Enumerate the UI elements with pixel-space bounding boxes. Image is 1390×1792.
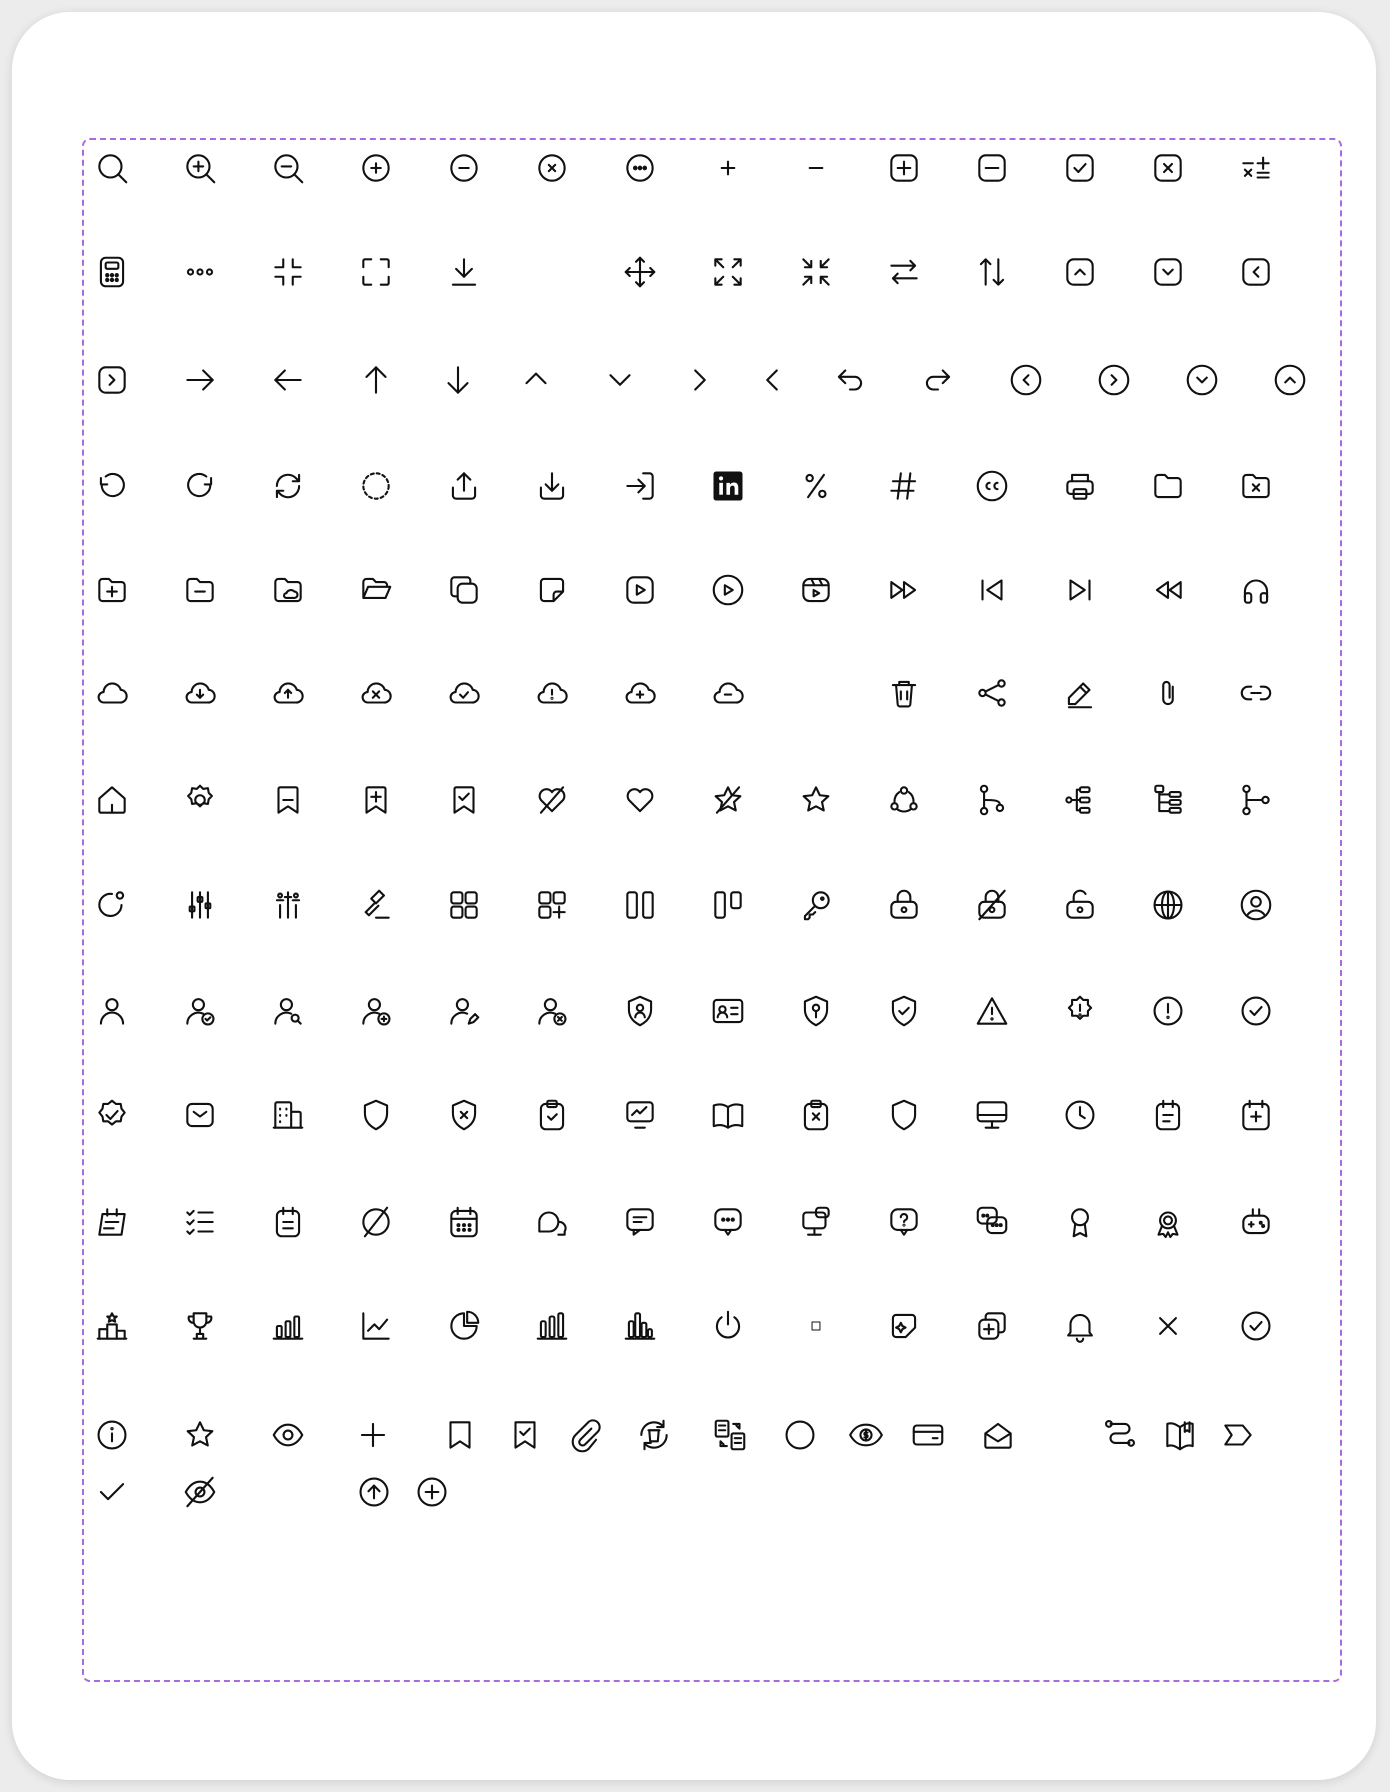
gamepad-icon xyxy=(1237,1203,1275,1241)
zoom-in-icon xyxy=(181,149,219,187)
recycle-bin-refresh-icon xyxy=(635,1416,673,1454)
linkedin-icon xyxy=(709,467,747,505)
chevron-up-square-icon xyxy=(1061,253,1099,291)
chevron-down-icon xyxy=(601,361,639,399)
download-tray-icon xyxy=(533,467,571,505)
kanban-icon xyxy=(709,886,747,924)
folder-x-icon xyxy=(1237,467,1275,505)
unlock-icon xyxy=(1061,886,1099,924)
rotate-cw-icon xyxy=(181,467,219,505)
clock-icon xyxy=(1061,1096,1099,1134)
chevron-left-square-icon xyxy=(1237,253,1275,291)
building-icon xyxy=(269,1096,307,1134)
calendar-note-icon xyxy=(93,1203,131,1241)
check-icon xyxy=(93,1473,131,1511)
money-eye-icon xyxy=(847,1416,885,1454)
monitor-chat-icon xyxy=(797,1203,835,1241)
book-icon xyxy=(1161,1416,1199,1454)
maximize-icon xyxy=(357,253,395,291)
cloud-alert-icon xyxy=(533,674,571,712)
bookmark-plus-icon xyxy=(357,781,395,819)
bookmark-minus-icon xyxy=(269,781,307,819)
small-square-icon xyxy=(797,1307,835,1345)
pie-chart-icon xyxy=(445,1307,483,1345)
chat-bubbles-icon xyxy=(533,1203,571,1241)
calendar-plus-icon xyxy=(1237,1096,1275,1134)
chevron-left-circle-icon xyxy=(1007,361,1045,399)
hierarchy-icon xyxy=(1061,781,1099,819)
chevron-up-circle-icon xyxy=(1271,361,1309,399)
plus-square-icon xyxy=(885,149,923,187)
calculator-symbols-icon xyxy=(1237,149,1275,187)
move-icon xyxy=(621,253,659,291)
info-circle-icon xyxy=(93,1416,131,1454)
power-icon xyxy=(709,1307,747,1345)
chat-text-icon xyxy=(621,1203,659,1241)
rotate-ccw-icon xyxy=(93,467,131,505)
shield-x-icon xyxy=(445,1096,483,1134)
loading-dashed-icon xyxy=(357,467,395,505)
cloud-icon xyxy=(93,674,131,712)
copy-plus-icon xyxy=(973,1307,1011,1345)
book-open-icon xyxy=(709,1096,747,1134)
note-sparkle-icon xyxy=(885,1307,923,1345)
play-square-icon xyxy=(621,571,659,609)
plus-circle-icon xyxy=(357,149,395,187)
more-circle-icon xyxy=(621,149,659,187)
user-check-icon xyxy=(181,992,219,1030)
refresh-icon xyxy=(269,467,307,505)
arrow-up-circle-icon xyxy=(355,1473,393,1511)
slash-circle-icon xyxy=(357,1203,395,1241)
chevron-right-square-icon xyxy=(93,361,131,399)
bar-chart-icon xyxy=(533,1307,571,1345)
award-icon xyxy=(1061,1203,1099,1241)
chevron-right-circle-icon xyxy=(1095,361,1133,399)
expand-arrows-icon xyxy=(709,253,747,291)
settings-icon xyxy=(181,781,219,819)
bookmark-check-outline-icon xyxy=(506,1416,544,1454)
calendar-icon xyxy=(445,1203,483,1241)
arrow-left-icon xyxy=(269,361,307,399)
eye-off-icon xyxy=(181,1473,219,1511)
search-icon xyxy=(93,149,131,187)
credit-card-icon xyxy=(909,1416,947,1454)
clipboard-x-icon xyxy=(797,1096,835,1134)
folder-icon xyxy=(1149,467,1187,505)
user-edit-icon xyxy=(445,992,483,1030)
cloud-download-icon xyxy=(181,674,219,712)
line-chart-icon xyxy=(357,1307,395,1345)
cc-icon xyxy=(973,467,1011,505)
checklist-icon xyxy=(181,1203,219,1241)
skip-back-icon xyxy=(973,571,1011,609)
git-branch-icon xyxy=(973,781,1011,819)
key-icon xyxy=(797,886,835,924)
user-x-icon xyxy=(533,992,571,1030)
paperclip-icon xyxy=(1149,674,1187,712)
calculator-icon xyxy=(93,253,131,291)
trophy-icon xyxy=(181,1307,219,1345)
warning-triangle-icon xyxy=(973,992,1011,1030)
git-merge-icon xyxy=(1237,781,1275,819)
arrow-down-icon xyxy=(439,361,477,399)
shield-check-icon xyxy=(885,992,923,1030)
collapse-arrows-icon xyxy=(797,253,835,291)
auction-gavel-icon xyxy=(357,886,395,924)
x-circle-icon xyxy=(533,149,571,187)
arrow-up-icon xyxy=(357,361,395,399)
bookmark-check-icon xyxy=(445,781,483,819)
star-icon xyxy=(797,781,835,819)
lock-off-icon xyxy=(973,886,1011,924)
arrow-right-icon xyxy=(181,361,219,399)
pencil-icon xyxy=(1061,674,1099,712)
copy-icon xyxy=(445,571,483,609)
id-card-icon xyxy=(709,992,747,1030)
user-icon xyxy=(93,992,131,1030)
cloud-upload-icon xyxy=(269,674,307,712)
login-icon xyxy=(621,467,659,505)
bell-icon xyxy=(1061,1307,1099,1345)
bookmark-outline-icon xyxy=(441,1416,479,1454)
upload-icon xyxy=(445,467,483,505)
headphones-icon xyxy=(1237,571,1275,609)
chevron-right-icon xyxy=(681,361,719,399)
grid-layout-icon xyxy=(445,886,483,924)
notepad-icon xyxy=(1149,1096,1187,1134)
filters-icon xyxy=(269,886,307,924)
zoom-out-icon xyxy=(269,149,307,187)
more-horizontal-icon xyxy=(181,253,219,291)
cloud-plus-icon xyxy=(621,674,659,712)
folder-cloud-icon xyxy=(269,571,307,609)
chevron-up-icon xyxy=(517,361,555,399)
bar-chart-small-icon xyxy=(269,1307,307,1345)
share-icon xyxy=(973,674,1011,712)
alert-circle-icon xyxy=(1149,992,1187,1030)
shield-icon xyxy=(357,1096,395,1134)
user-search-icon xyxy=(269,992,307,1030)
clipboard-check-icon xyxy=(533,1096,571,1134)
heart-off-icon xyxy=(533,781,571,819)
percent-icon xyxy=(797,467,835,505)
user-circle-icon xyxy=(1237,886,1275,924)
check-square-icon xyxy=(1061,149,1099,187)
folder-open-icon xyxy=(357,571,395,609)
chat-multiple-icon xyxy=(973,1203,1011,1241)
route-icon xyxy=(1101,1416,1139,1454)
columns-icon xyxy=(621,886,659,924)
sort-vertical-icon xyxy=(973,253,1011,291)
x-square-icon xyxy=(1149,149,1187,187)
star-off-icon xyxy=(709,781,747,819)
close-icon xyxy=(1149,1307,1187,1345)
sticky-note-icon xyxy=(533,571,571,609)
minus-square-icon xyxy=(973,149,1011,187)
check-circle-outline-icon xyxy=(1237,1307,1275,1345)
shield-user-icon xyxy=(621,992,659,1030)
star-outline-icon xyxy=(181,1416,219,1454)
chevron-down-circle-icon xyxy=(1183,361,1221,399)
cloud-check-icon xyxy=(445,674,483,712)
video-icon xyxy=(797,571,835,609)
chevron-down-square-icon xyxy=(1149,253,1187,291)
hashtag-icon xyxy=(885,467,923,505)
paperclip-outline-icon xyxy=(566,1416,604,1454)
shield-outline-icon xyxy=(885,1096,923,1134)
cloud-x-icon xyxy=(357,674,395,712)
check-circle-icon xyxy=(1237,992,1275,1030)
trash-icon xyxy=(885,674,923,712)
user-add-icon xyxy=(357,992,395,1030)
monitor-chart-icon xyxy=(621,1096,659,1134)
redo-icon xyxy=(919,361,957,399)
bar-chart-grouped-icon xyxy=(621,1307,659,1345)
minimize-icon xyxy=(269,253,307,291)
fast-forward-icon xyxy=(885,571,923,609)
folder-minus-icon xyxy=(181,571,219,609)
chevron-left-icon xyxy=(753,361,791,399)
circle-outline-icon xyxy=(781,1416,819,1454)
mail-open-icon xyxy=(979,1416,1017,1454)
printer-icon xyxy=(1061,467,1099,505)
pie-circle-icon xyxy=(93,886,131,924)
chat-dots-icon xyxy=(709,1203,747,1241)
tree-structure-icon xyxy=(1149,781,1187,819)
lock-icon xyxy=(885,886,923,924)
grid-add-icon xyxy=(533,886,571,924)
desktop-icon xyxy=(973,1096,1011,1134)
cloud-minus-icon xyxy=(709,674,747,712)
download-icon xyxy=(445,253,483,291)
rewind-icon xyxy=(1149,571,1187,609)
minus-circle-icon xyxy=(445,149,483,187)
tag-arrow-icon xyxy=(1219,1416,1257,1454)
mail-icon xyxy=(181,1096,219,1134)
globe-icon xyxy=(1149,886,1187,924)
minus-icon xyxy=(797,149,835,187)
alert-badge-icon xyxy=(1061,992,1099,1030)
eye-icon xyxy=(269,1416,307,1454)
sliders-icon xyxy=(181,886,219,924)
medal-icon xyxy=(1149,1203,1187,1241)
plus-circle-outline-icon xyxy=(413,1473,451,1511)
link-icon xyxy=(1237,674,1275,712)
play-circle-icon xyxy=(709,571,747,609)
home-icon xyxy=(93,781,131,819)
skip-forward-icon xyxy=(1061,571,1099,609)
folder-plus-icon xyxy=(93,571,131,609)
verified-badge-icon xyxy=(93,1096,131,1134)
community-icon xyxy=(885,781,923,819)
clipboard-list-icon xyxy=(269,1203,307,1241)
podium-icon xyxy=(93,1307,131,1345)
heart-icon xyxy=(621,781,659,819)
shield-key-icon xyxy=(797,992,835,1030)
swap-horizontal-icon xyxy=(885,253,923,291)
chat-question-icon xyxy=(885,1203,923,1241)
plus-icon xyxy=(709,149,747,187)
undo-icon xyxy=(831,361,869,399)
document-exchange-icon xyxy=(711,1416,749,1454)
plus-thin-icon xyxy=(354,1416,392,1454)
